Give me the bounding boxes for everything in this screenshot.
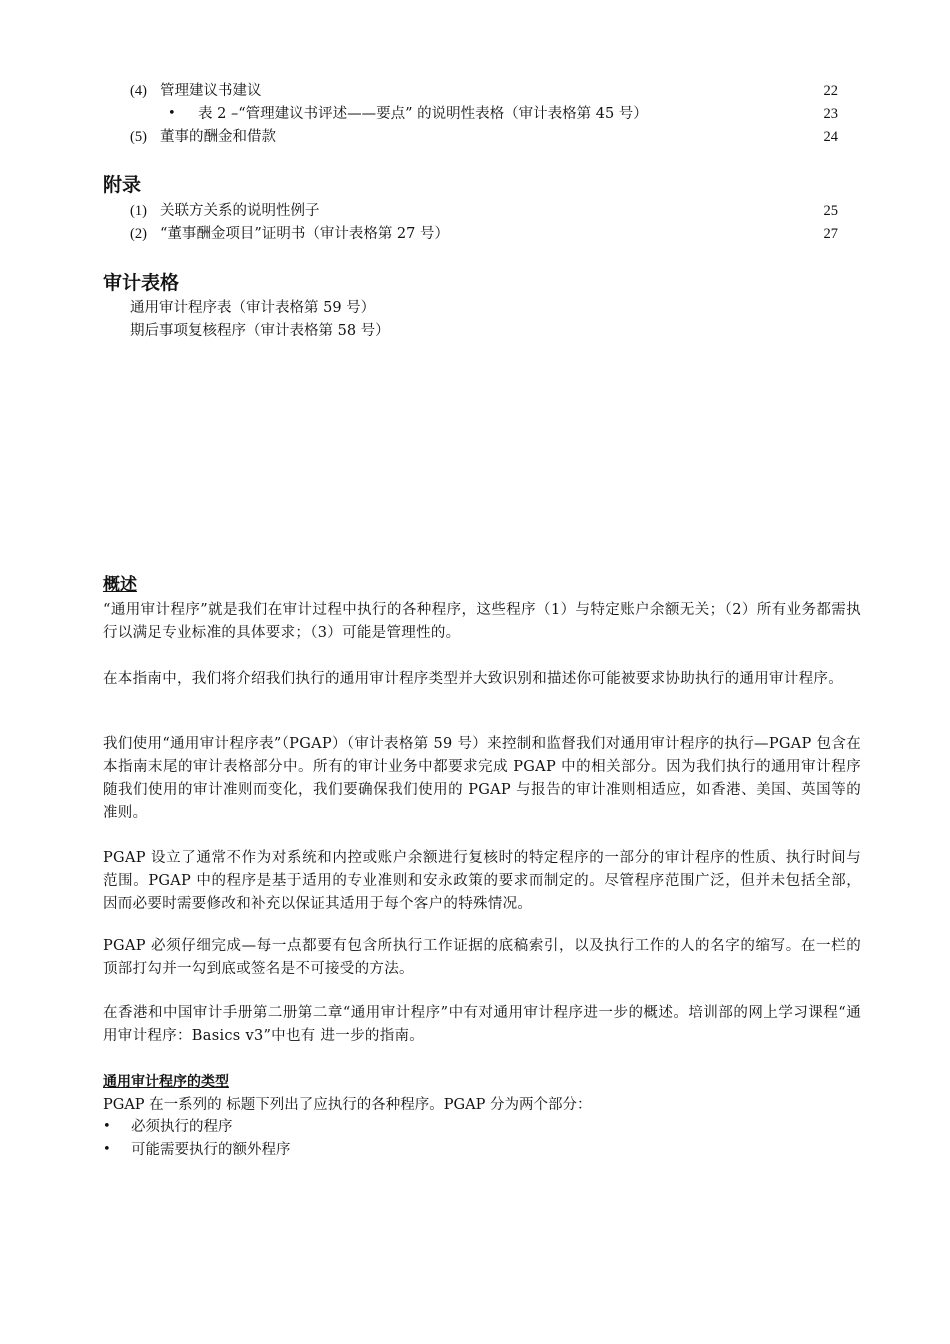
appendix-row [0,200,950,222]
toc-page-number: 24 [823,129,838,145]
overview-heading: 概述 [103,575,137,595]
overview-paragraph: 我们使用“通用审计程序表”（PGAP）（审计表格第 59 号）来控制和监督我们对通用审计程序的执行—PGAP 包含在本指南末尾的审计表格部分中。所有的审计业务中都要求完成 PGAP 中的相关部分。因为我们执行的通用审计程序随我们使用的审计准则而变化，我们要确保我们使用的 PGAP 与报告的审计准则相适应，如香港、美国、英国等的准则。 [103,736,861,821]
audit-form-item: 期后事项复核程序（审计表格第 58 号） [130,323,390,339]
overview-paragraph: PGAP 设立了通常不作为对系统和内控或账户余额进行复核时的特定程序的一部分的审计程序的性质、执行时间与范围。PGAP 中的程序是基于适用的专业准则和安永政策的要求而制定的。尽管程序范围广泛，但并未包括全部，因而必要时需要修改和补充以保证其适用于每个客户的特殊情况。 [103,850,861,912]
types-intro: PGAP 在一系列的 标题下列出了应执行的各种程序。PGAP 分为两个部分： [103,1097,592,1113]
overview-paragraph: 在本指南中，我们将介绍我们执行的通用审计程序类型并大致识别和描述你可能被要求协助执行的通用审计程序。 [103,671,843,687]
toc-number: (5) [130,129,147,145]
bullet-icon: • [103,1119,111,1134]
toc-number: (1) [130,203,147,219]
toc-page-number: 25 [823,203,838,219]
appendix-row [0,223,950,245]
toc-text: 管理建议书建议 [160,83,262,99]
audit-form-item: 通用审计程序表（审计表格第 59 号） [130,300,376,316]
toc-page-number: 22 [823,83,838,99]
overview-paragraph: PGAP 必须仔细完成—每一点都要有包含所执行工作证据的底稿索引，以及执行工作的人的名字的缩写。在一栏的顶部打勾并一勾到底或签名是不可接受的方法。 [103,938,861,977]
toc-row [0,80,950,102]
toc-text: 董事的酬金和借款 [160,129,276,145]
appendix-heading: 附录 [103,174,142,196]
bullet-icon: • [103,1142,111,1157]
toc-number: (4) [130,83,147,99]
toc-page-number: 27 [823,226,838,242]
toc-text: “董事酬金项目”证明书（审计表格第 27 号） [160,226,449,242]
toc-row [0,126,950,148]
bullet-icon: • [168,106,176,121]
overview-paragraph: “通用审计程序”就是我们在审计过程中执行的各种程序，这些程序（1）与特定账户余额无关；（2）所有业务都需执行以满足专业标准的具体要求；（3）可能是管理性的。 [103,602,861,641]
toc-text: 表 2 –“管理建议书评述——要点” 的说明性表格（审计表格第 45 号） [198,106,648,122]
overview-paragraph: 在香港和中国审计手册第二册第二章“通用审计程序”中有对通用审计程序进一步的概述。培训部的网上学习课程“通用审计程序：Basics v3”中也有 进一步的指南。 [103,1005,861,1044]
list-item-text: 可能需要执行的额外程序 [131,1142,291,1158]
toc-page-number: 23 [823,106,838,122]
toc-number: (2) [130,226,147,242]
audit-forms-heading: 审计表格 [103,272,180,294]
toc-text: 关联方关系的说明性例子 [160,203,320,219]
types-heading: 通用审计程序的类型 [103,1074,229,1090]
toc-subrow [0,103,950,125]
list-item-text: 必须执行的程序 [131,1119,233,1135]
